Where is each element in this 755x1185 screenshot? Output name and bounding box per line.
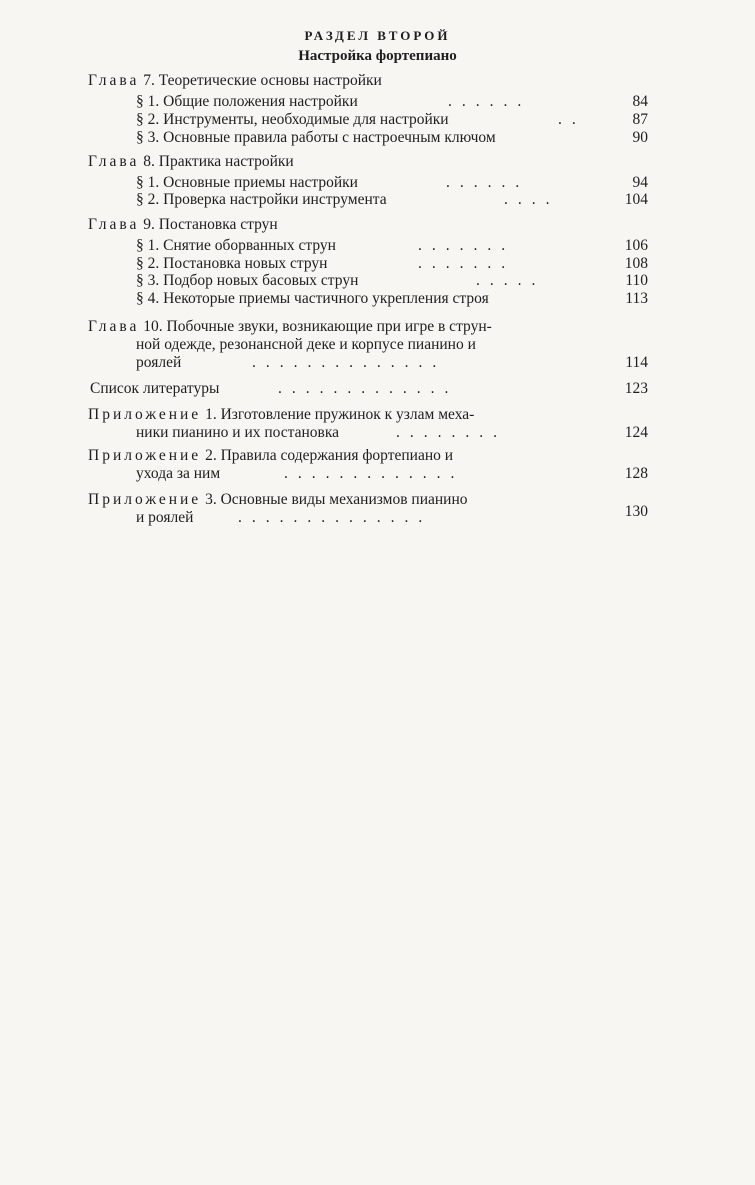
leader-dots: .. — [558, 111, 586, 128]
appendix-2-line2: ухода за ним — [136, 465, 221, 482]
appendix-2-heading: Приложение 2. Правила содержания фортепиано и — [88, 447, 454, 464]
leader-dots: .............. — [252, 354, 447, 371]
toc-entry: § 2. Проверка настройки инструмента — [136, 191, 387, 208]
leader-dots: ............. — [284, 465, 465, 482]
section-title: Настройка фортепиано — [298, 48, 457, 64]
leader-dots: ...... — [446, 174, 530, 191]
page-number: 108 — [624, 255, 648, 272]
section-label: РАЗДЕЛ ВТОРОЙ — [304, 28, 451, 43]
appendix-3-line2: и роялей — [136, 509, 194, 526]
leader-dots: ....... — [418, 237, 516, 254]
leader-dots: ............. — [278, 380, 459, 397]
toc-entry: § 3. Подбор новых басовых струн — [136, 272, 359, 289]
toc-entry: § 3. Основные правила работы с настроечным ключом — [136, 129, 496, 146]
leader-dots: ....... — [418, 255, 516, 272]
page-number: 84 — [632, 93, 648, 110]
page-number: 124 — [624, 424, 648, 441]
page-number: 87 — [632, 111, 648, 128]
page-number: 123 — [624, 380, 648, 397]
chapter-9-heading: Глава 9. Постановка струн — [88, 216, 278, 233]
chapter-7-heading: Глава 7. Теоретические основы настройки — [88, 72, 382, 89]
appendix-1-line2: ники пианино и их постановка — [136, 424, 340, 441]
literature-entry: Список литературы — [90, 380, 220, 397]
toc-entry: § 1. Снятие оборванных струн — [136, 237, 336, 254]
chapter-10-heading: Глава 10. Побочные звуки, возникающие при игре в струн- — [88, 318, 492, 335]
chapter-8-heading: Глава 8. Практика настройки — [88, 153, 294, 170]
appendix-1-heading: Приложение 1. Изготовление пружинок к узлам меха- — [88, 406, 475, 423]
page-number: 94 — [632, 174, 648, 191]
toc-entry: § 1. Общие положения настройки — [136, 93, 358, 110]
leader-dots: ........ — [396, 424, 507, 441]
chapter-10-line3: роялей — [136, 354, 182, 371]
toc-entry: § 4. Некоторые приемы частичного укрепления строя — [136, 290, 489, 307]
page-number: 128 — [624, 465, 648, 482]
page-number: 104 — [624, 191, 648, 208]
leader-dots: ...... — [448, 93, 532, 110]
leader-dots: .... — [504, 191, 560, 208]
page-number: 130 — [624, 503, 648, 520]
toc-entry: § 2. Инструменты, необходимые для настройки — [136, 111, 449, 128]
leader-dots: .............. — [238, 509, 433, 526]
leader-dots: ..... — [476, 272, 546, 289]
page-number: 90 — [632, 129, 648, 146]
page-number: 114 — [625, 354, 648, 371]
toc-entry: § 2. Постановка новых струн — [136, 255, 328, 272]
appendix-3-heading: Приложение 3. Основные виды механизмов пианино — [88, 491, 468, 508]
page-number: 113 — [625, 290, 648, 307]
toc-entry: § 1. Основные приемы настройки — [136, 174, 358, 191]
page-number: 110 — [625, 272, 648, 289]
chapter-10-line2: ной одежде, резонансной деке и корпусе пианино и — [136, 336, 476, 353]
page-number: 106 — [624, 237, 648, 254]
